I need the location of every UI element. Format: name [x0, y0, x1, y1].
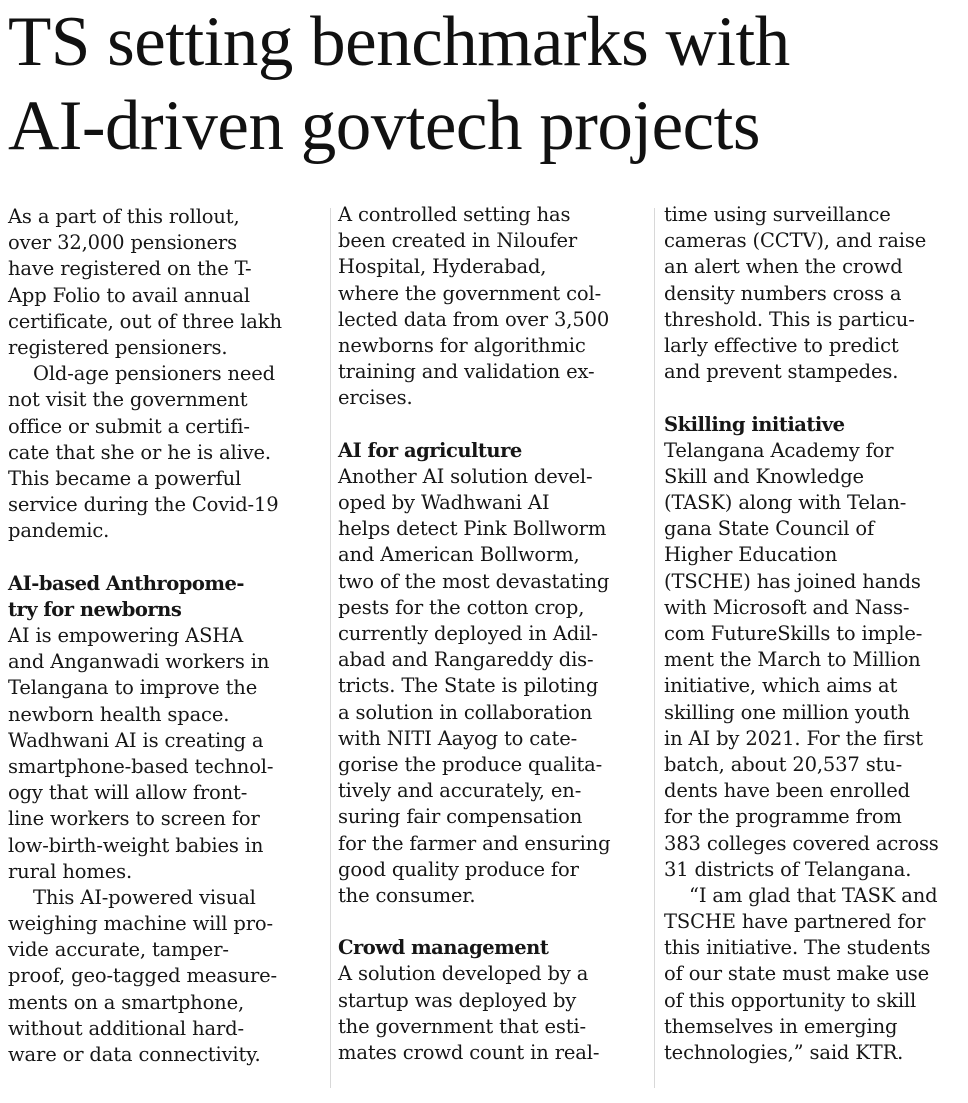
body-text-line: this initiative. The students [664, 936, 931, 960]
article-column-2 [338, 202, 648, 1066]
body-text-line: line workers to screen for [8, 807, 260, 831]
body-text-line: initiative, which aims at [664, 674, 898, 698]
body-text-line: This AI-powered visual [33, 885, 256, 909]
subheading-line: AI for agriculture [338, 438, 522, 462]
body-text-line: mates crowd count in real- [338, 1041, 600, 1064]
body-text-line: newborns for algorithmic [338, 333, 586, 357]
body-text-line: 31 districts of Telangana. [664, 857, 912, 881]
body-text-line: Higher Education [664, 543, 838, 567]
body-text-line: themselves in emerging [664, 1014, 898, 1038]
body-text-line: startup was deployed by [338, 988, 577, 1012]
body-text-line: A controlled setting has [338, 203, 571, 226]
body-text-line: proof, geo-tagged measure- [8, 964, 277, 988]
body-text-line: weighing machine will pro- [8, 912, 273, 936]
body-text-line: gana State Council of [664, 517, 875, 541]
paragraph-gap [338, 909, 648, 935]
body-text-line: of our state must make use [664, 962, 929, 986]
body-text-line: time using surveillance [664, 203, 891, 226]
body-text-line: vide accurate, tamper- [8, 938, 229, 962]
body-text-line: (TSCHE) has joined hands [664, 569, 921, 593]
body-text-line: cameras (CCTV), and raise [664, 229, 927, 253]
body-text-line: over 32,000 pensioners [8, 231, 237, 255]
body-text-line: and prevent stampedes. [664, 360, 899, 384]
body-text-line: ercises. [338, 386, 413, 410]
body-text-line: where the government col- [338, 281, 602, 305]
body-text-line: Wadhwani AI is creating a [8, 728, 264, 752]
column-divider [654, 208, 655, 1088]
body-text-line: not visit the government [8, 388, 248, 412]
body-text-line: threshold. This is particu- [664, 307, 915, 331]
body-text-line: suring fair compensation [338, 805, 583, 829]
body-text-line: two of the most devastating [338, 569, 610, 593]
body-text-line: tricts. The State is piloting [338, 674, 599, 698]
headline [8, 0, 963, 168]
body-text-line: A solution developed by a [338, 962, 589, 986]
body-text-line: an alert when the crowd [664, 255, 903, 279]
body-text-line: currently deployed in Adil- [338, 622, 598, 645]
body-text-line: larly effective to predict [664, 333, 899, 357]
body-text-line: rural homes. [8, 859, 132, 883]
body-text-line: This became a powerful [8, 466, 242, 490]
body-text-line: with NITI Aayog to cate- [338, 726, 578, 750]
body-text-line: and Anganwadi workers in [8, 650, 270, 674]
body-text-line: office or submit a certifi- [8, 414, 250, 438]
subheading-line: Skilling initiative [664, 412, 845, 436]
body-text-line: with Microsoft and Nass- [664, 595, 910, 619]
body-text-line: and American Bollworm, [338, 543, 580, 567]
body-text-line: the government that esti- [338, 1014, 586, 1038]
body-text-line: 383 colleges covered across [664, 831, 939, 855]
body-text-line: skilling one million youth [664, 700, 910, 724]
body-text-line: abad and Rangareddy dis- [338, 648, 594, 672]
body-text-line: a solution in collaboration [338, 700, 593, 724]
body-text-line: ware or data connectivity. [8, 1043, 261, 1066]
body-text-line: been created in Niloufer [338, 229, 578, 253]
body-text-line: cate that she or he is alive. [8, 440, 271, 464]
body-text-line: oped by Wadhwani AI [338, 491, 550, 515]
body-text-line: training and validation ex- [338, 360, 595, 384]
body-text-line: ment the March to Million [664, 648, 921, 672]
body-text-line: in AI by 2021. For the first [664, 726, 923, 750]
paragraph-gap [338, 412, 648, 438]
body-text-line: Telangana Academy for [664, 438, 894, 462]
body-text-line: AI is empowering ASHA [8, 624, 244, 647]
subheading-line: Crowd management [338, 936, 549, 960]
article-column-1 [8, 204, 328, 1068]
body-text-line: service during the Covid-19 [8, 493, 279, 517]
body-text-line: As a part of this rollout, [8, 205, 240, 228]
body-text-line: ments on a smartphone, [8, 990, 245, 1014]
paragraph-gap [8, 544, 328, 570]
body-text-line: tively and accurately, en- [338, 779, 582, 803]
paragraph-gap [664, 385, 964, 411]
body-text-line: Another AI solution devel- [338, 464, 593, 488]
body-text-line: for the farmer and ensuring [338, 831, 611, 855]
body-text-line: without additional hard- [8, 1016, 244, 1040]
body-text-line: Skill and Knowledge [664, 464, 864, 488]
subheading-line: AI-based Anthropome- [8, 571, 244, 595]
body-text-line: dents have been enrolled [664, 779, 910, 803]
body-text-line: have registered on the T- [8, 257, 252, 281]
body-text-line: Telangana to improve the [8, 676, 258, 700]
body-text-line: “I am glad that TASK and [689, 883, 938, 907]
headline-line: AI-driven govtech projects [8, 87, 760, 165]
body-text-line: certificate, out of three lakh [8, 309, 282, 333]
body-text-line: low-birth-weight babies in [8, 833, 264, 857]
body-text-line: good quality produce for [338, 857, 579, 881]
body-text-line: (TASK) along with Telan- [664, 491, 907, 515]
body-text-line: smartphone-based technol- [8, 754, 274, 778]
article-column-3 [664, 202, 964, 1066]
body-text-line: Old-age pensioners need [33, 362, 276, 386]
body-text-line: pandemic. [8, 519, 110, 543]
body-text-line: the consumer. [338, 883, 476, 907]
body-text-line: com FutureSkills to imple- [664, 622, 923, 645]
body-text-line: TSCHE have partnered for [664, 910, 926, 934]
body-text-line: for the programme from [664, 805, 902, 829]
body-text-line: helps detect Pink Bollworm [338, 517, 607, 541]
subheading-line: try for newborns [8, 597, 182, 621]
body-text-line: registered pensioners. [8, 335, 228, 359]
body-text-line: pests for the cotton crop, [338, 595, 585, 619]
body-text-line: density numbers cross a [664, 281, 902, 305]
body-text-line: App Folio to avail annual [8, 283, 250, 307]
body-text-line: of this opportunity to skill [664, 988, 917, 1012]
headline-line: TS setting benchmarks with [8, 3, 790, 81]
body-text-line: lected data from over 3,500 [338, 307, 610, 331]
body-text-line: gorise the produce qualita- [338, 752, 603, 776]
body-text-line: ogy that will allow front- [8, 781, 248, 805]
body-text-line: batch, about 20,537 stu- [664, 752, 903, 776]
body-text-line: Hospital, Hyderabad, [338, 255, 547, 279]
body-text-line: technologies,” said KTR. [664, 1041, 904, 1064]
body-text-line: newborn health space. [8, 702, 230, 726]
column-divider [330, 208, 331, 1088]
